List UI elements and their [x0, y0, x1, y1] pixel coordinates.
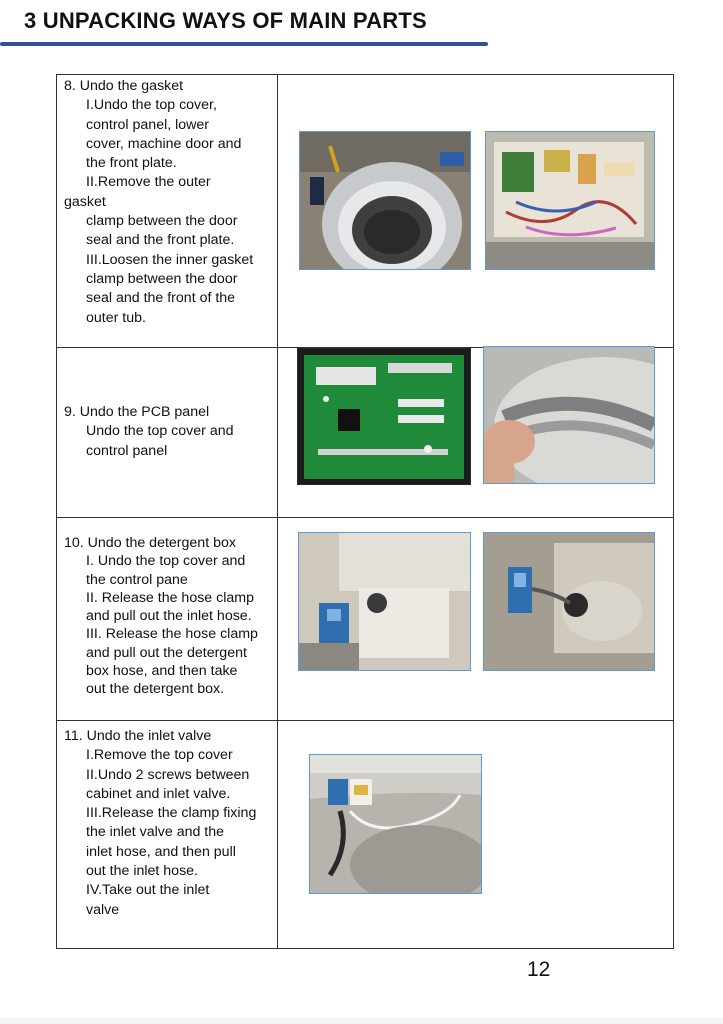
- step-line: outer tub.: [86, 309, 146, 326]
- page-bottom-strip: [0, 1018, 723, 1024]
- step-line: cabinet and inlet valve.: [86, 785, 231, 802]
- step-title: 8. Undo the gasket: [64, 78, 184, 94]
- step-line: Undo the top cover and: [86, 423, 234, 440]
- step-line: seal and the front of the: [86, 290, 236, 307]
- detergent-valve-photo: [483, 532, 655, 671]
- step-photo-cell: [278, 518, 674, 721]
- page-number: 12: [527, 958, 551, 981]
- step-text-cell: [57, 518, 278, 721]
- step-photo-cell: [278, 348, 674, 518]
- step-line: I.Remove the top cover: [86, 747, 233, 764]
- detergent-box-photo: [298, 532, 471, 671]
- step-line: the control pane: [86, 571, 188, 588]
- step-line: III.Release the clamp fixing: [86, 805, 257, 822]
- steps-table: [56, 74, 674, 949]
- step-text-cell: [57, 75, 278, 348]
- step-line: I. Undo the top cover and: [86, 553, 246, 570]
- step-title: 11. Undo the inlet valve: [64, 728, 212, 744]
- step-line: IV.Take out the inlet: [86, 882, 210, 899]
- step-line: gasket: [64, 193, 106, 210]
- step-line: cover, machine door and: [86, 135, 242, 152]
- step-photo-cell: [278, 721, 674, 949]
- step-line: clamp between the door: [86, 213, 238, 230]
- pcb-board-photo: [297, 348, 471, 485]
- step-line: the front plate.: [86, 155, 177, 172]
- step-line: out the inlet hose.: [86, 863, 199, 880]
- step-line: and pull out the detergent: [86, 644, 247, 661]
- step-line: clamp between the door: [86, 270, 238, 287]
- step-title: 10. Undo the detergent box: [64, 535, 236, 551]
- step-line: III.Loosen the inner gasket: [86, 251, 254, 268]
- step-line: inlet hose, and then pull: [86, 843, 236, 860]
- step-line: box hose, and then take: [86, 663, 238, 680]
- step-line: control panel, lower: [86, 116, 210, 133]
- step-line: the inlet valve and the: [86, 824, 225, 841]
- step-line: II.Undo 2 screws between: [86, 766, 250, 783]
- gasket-hand-photo: [483, 346, 655, 484]
- control-board-photo: [485, 131, 655, 270]
- inlet-valve-photo: [309, 754, 482, 894]
- step-row-9: [57, 348, 674, 518]
- step-row-11: [57, 721, 674, 949]
- step-text-cell: [57, 348, 278, 518]
- step-text-cell: [57, 721, 278, 949]
- step-title: 9. Undo the PCB panel: [64, 404, 210, 420]
- step-photo-cell: [278, 75, 674, 348]
- step-line: II. Release the hose clamp: [86, 589, 254, 606]
- step-line: III. Release the hose clamp: [86, 626, 258, 643]
- title-underline: [0, 42, 488, 46]
- step-line: I.Undo the top cover,: [86, 97, 217, 114]
- step-line: seal and the front plate.: [86, 232, 235, 249]
- step-row-10: [57, 518, 674, 721]
- page-title: 3 UNPACKING WAYS OF MAIN PARTS: [24, 8, 427, 33]
- step-line: control panel: [86, 442, 168, 459]
- door-gasket-photo: [299, 131, 471, 270]
- step-line: out the detergent box.: [86, 681, 225, 698]
- step-line: valve: [86, 901, 120, 918]
- step-line: and pull out the inlet hose.: [86, 608, 252, 625]
- step-row-8: [57, 75, 674, 348]
- step-line: II.Remove the outer: [86, 174, 211, 191]
